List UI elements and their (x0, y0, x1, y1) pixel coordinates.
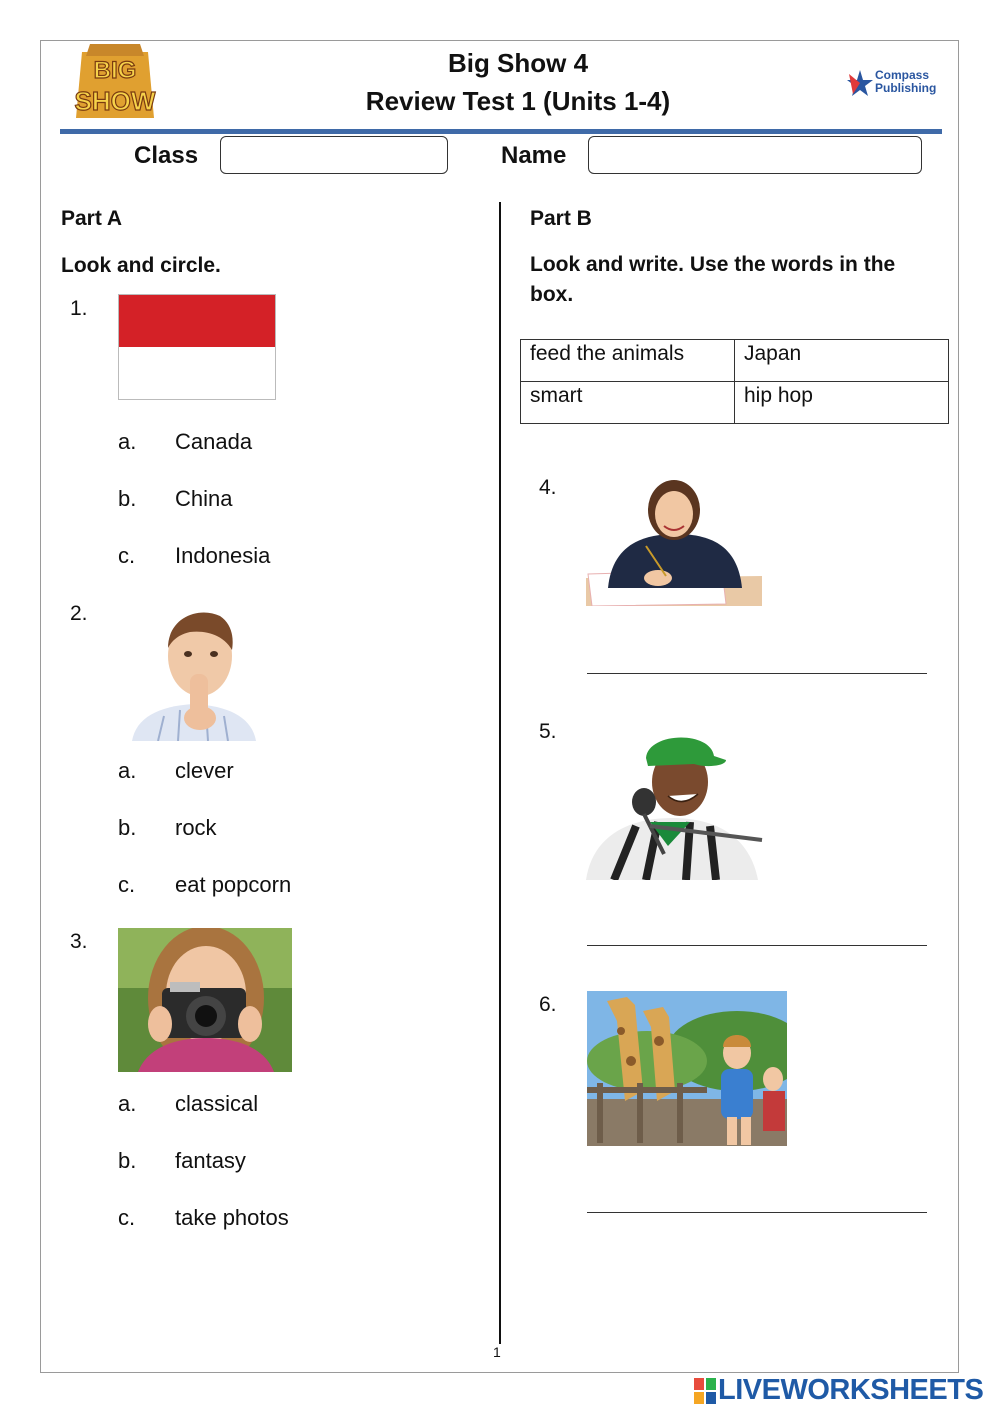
option-letter: c. (118, 1205, 136, 1230)
page-title: Big Show 4 (447, 48, 589, 78)
flag-image (118, 294, 276, 400)
option-letter: a. (118, 1091, 137, 1116)
part-a-instruction: Look and circle. (61, 254, 221, 277)
question-number: 6. (539, 993, 557, 1016)
column-divider (499, 202, 501, 1344)
logo-text-bottom: SHOW (74, 86, 156, 116)
publisher-line2: Publishing (875, 81, 937, 95)
option-letter: b. (118, 486, 137, 511)
option-item[interactable] (118, 1091, 258, 1117)
class-label: Class (134, 142, 199, 169)
header-rule (60, 129, 942, 134)
name-field[interactable] (588, 136, 922, 174)
question-number: 5. (539, 720, 557, 743)
option-text: classical (175, 1091, 259, 1116)
logo-text-top: BIG (93, 57, 137, 84)
page-subtitle: Review Test 1 (Units 1-4) (365, 86, 671, 116)
feed-animals-image (587, 991, 787, 1146)
option-letter: b. (118, 815, 137, 840)
option-text: clever (175, 758, 234, 783)
thinking-boy-image (128, 606, 260, 741)
hip-hop-singer-image (586, 726, 766, 880)
compass-star-icon (845, 68, 875, 98)
option-item[interactable] (118, 1148, 246, 1174)
option-text: take photos (175, 1205, 289, 1230)
option-text: Indonesia (175, 543, 271, 568)
option-item[interactable] (118, 815, 217, 841)
smart-girl-image (586, 478, 762, 606)
question-number: 4. (539, 476, 557, 499)
word-box-cell: hip hop (735, 382, 949, 424)
option-item[interactable] (118, 758, 234, 784)
answer-line[interactable] (587, 945, 927, 946)
question-number: 1. (70, 297, 88, 320)
option-item[interactable] (118, 429, 252, 455)
option-text: eat popcorn (175, 872, 292, 897)
option-letter: a. (118, 758, 137, 783)
girl-camera-image (118, 928, 292, 1072)
class-field[interactable] (220, 136, 448, 174)
question-number: 3. (70, 930, 88, 953)
option-item[interactable] (118, 486, 232, 512)
answer-line[interactable] (587, 1212, 927, 1213)
option-text: China (175, 486, 233, 511)
watermark-text: LIVEWORKSHEETS (718, 1374, 984, 1406)
publisher-line1: Compass (875, 68, 930, 82)
part-b-instruction: Look and write. Use the words in the (530, 253, 896, 276)
option-text: Canada (175, 429, 253, 454)
option-text: fantasy (175, 1148, 246, 1173)
option-letter: b. (118, 1148, 137, 1173)
word-box (520, 339, 949, 424)
option-item[interactable] (118, 872, 291, 898)
part-a-heading: Part A (61, 207, 123, 230)
option-letter: a. (118, 429, 137, 454)
word-box-cell: Japan (735, 340, 949, 382)
page-number: 1 (493, 1344, 501, 1360)
option-item[interactable] (118, 543, 270, 569)
option-letter: c. (118, 543, 136, 568)
option-letter: c. (118, 872, 136, 897)
big-show-logo (70, 42, 160, 124)
compass-publishing-logo (845, 66, 937, 100)
name-label: Name (501, 142, 567, 169)
word-box-cell: feed the animals (521, 340, 735, 382)
part-b-instruction-cont: box. (530, 283, 574, 306)
question-number: 2. (70, 602, 88, 625)
option-item[interactable] (118, 1205, 289, 1231)
liveworksheets-logo-icon (694, 1378, 716, 1404)
part-b-heading: Part B (530, 207, 592, 230)
answer-line[interactable] (587, 673, 927, 674)
option-text: rock (175, 815, 217, 840)
word-box-cell: smart (521, 382, 735, 424)
